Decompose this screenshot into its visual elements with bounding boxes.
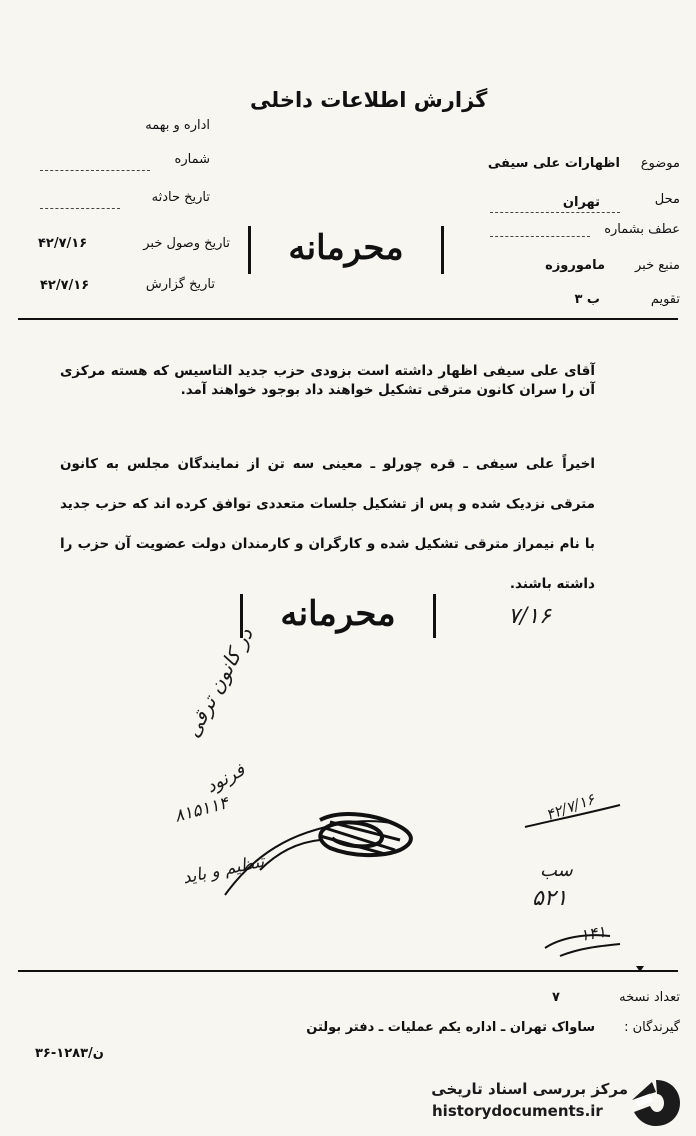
document-code: ۳۶-۱۲۸۳/ن <box>35 1046 104 1061</box>
signature-icon <box>220 800 440 900</box>
right-field-location-label: محل <box>654 192 680 207</box>
copies-value: ۷ <box>552 990 560 1005</box>
received-date-value: ۴۲/۷/۱۶ <box>38 236 88 251</box>
confidential-stamp-body <box>240 594 436 638</box>
right-field-evaluation-value: ب ۳ <box>574 292 600 307</box>
location-dotted-line <box>490 212 620 213</box>
handwritten-number: ۱۴۱ <box>578 921 608 946</box>
handwritten-note-3: فرنود <box>202 759 249 798</box>
copies-label: تعداد نسخه <box>619 990 680 1005</box>
history-documents-logo-icon <box>630 1078 682 1128</box>
number-dotted-line <box>40 170 150 171</box>
stamp-text: محرمانه <box>280 594 396 634</box>
body-paragraph-1: آقای علی سیفی اظهار داشته است بزودی حزب جدید التاسیس که هسته مرکزی آن را سران کانون مترقی تشکیل خواهند داد بوجود خواهند آمد. <box>60 363 595 398</box>
left-field-office: اداره و بهمه <box>145 118 210 133</box>
handwritten-note-4: تنظیم و باید <box>180 851 267 889</box>
right-field-evaluation-label: تقویم <box>650 292 680 307</box>
handwritten-note-2: ۸۱۵۱۱۴ <box>172 793 231 827</box>
header-divider <box>18 318 678 320</box>
body-paragraph-2: اخیراً علی سیفی ـ قره چورلو ـ معینی سه تن از نمایندگان مجلس به کانون مترقی نزدیک شده و پس از تشکیل جلسات متعددی توافق کرده اند که حزب جدید با نام نیمراز مترقی تشکیل شده و کارگران و کارمندان دولت عضویت آن حزب را داشته باشند. <box>60 456 595 592</box>
right-field-subject-value: اظهارات علی سیفی <box>487 156 620 171</box>
initials-scribble-icon <box>540 918 670 978</box>
right-field-source-label: منبع خبر <box>635 258 680 273</box>
right-field-source-value: ماموروزه <box>545 258 605 273</box>
recipients-label: گیرندگان : <box>624 1020 680 1035</box>
recipients-value: ساواک تهران ـ اداره یکم عملیات ـ دفتر بولتن <box>306 1020 595 1035</box>
incident-date-dotted-line <box>40 208 120 209</box>
watermark-url: historydocuments.ir <box>432 1102 603 1120</box>
left-field-number-label: شماره <box>174 152 210 167</box>
right-field-location-value: تهران <box>562 195 600 210</box>
report-title: گزارش اطلاعات داخلی <box>250 88 488 112</box>
reference-dotted-line <box>490 236 590 237</box>
margin-date-note: ۷/۱۶ <box>508 604 551 629</box>
handwritten-code-2: ۵۲۱ <box>532 886 568 911</box>
confidential-stamp-header <box>248 226 444 274</box>
left-field-incident-date-label: تاریخ حادثه <box>151 190 210 205</box>
handwritten-note-1: در کانون ترقی <box>180 623 258 742</box>
handwritten-code-1: سب <box>540 860 573 881</box>
report-date-value: ۴۲/۷/۱۶ <box>40 278 90 293</box>
right-field-subject-label: موضوع <box>640 156 680 171</box>
stamp-text: محرمانه <box>288 228 404 268</box>
watermark-title: مرکز بررسی اسناد تاریخی <box>431 1080 628 1098</box>
footer-divider <box>18 970 678 972</box>
handwritten-date: ۴۲/۷/۱۶ <box>543 789 597 825</box>
left-field-report-date-label: تاریخ گزارش <box>145 277 215 292</box>
right-field-reference-label: عطف بشماره <box>604 222 680 237</box>
left-field-received-date-label: تاریخ وصول خبر <box>143 236 230 251</box>
date-underline-icon <box>520 795 630 835</box>
